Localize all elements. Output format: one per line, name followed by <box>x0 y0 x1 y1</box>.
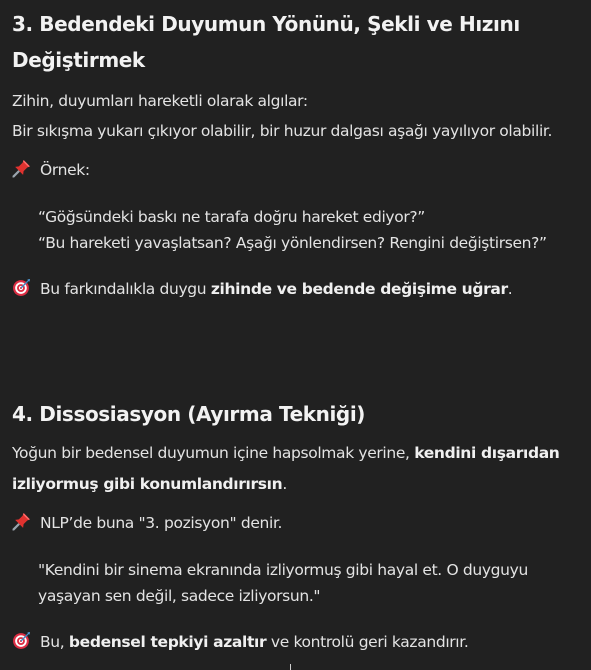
pushpin-icon <box>12 159 33 178</box>
section-3-result <box>12 278 512 300</box>
section-3-quote-2: “Bu hareketi yavaşlatsan? Aşağı yönlendirsen? Rengini değiştirsen?” <box>38 234 547 252</box>
section-3-result-suffix: . <box>507 280 513 298</box>
section-4-result-prefix: Bu, <box>40 633 69 651</box>
direct-hit-icon <box>12 278 33 297</box>
section-3-intro-line2: Bir sıkışma yukarı çıkıyor olabilir, bir huzur dalgası aşağı yayılıyor olabilir. <box>12 122 553 140</box>
section-4-body-bold-1: kendini dışarıdan <box>414 444 560 462</box>
section-4-note <box>12 512 282 534</box>
section-4-body-line1 <box>12 442 559 464</box>
section-3-result-prefix: Bu farkındalıkla duygu <box>40 280 211 298</box>
direct-hit-icon <box>12 631 33 650</box>
section-4-quote-line1: "Kendini bir sinema ekranında izliyormuş gibi hayal et. O duyguyu <box>38 561 528 579</box>
section-4-result-bold: bedensel tepkiyi azaltır <box>68 633 267 651</box>
section-4-result <box>12 631 468 653</box>
section-4-body-line2 <box>12 473 287 495</box>
section-3-example <box>12 159 90 181</box>
example-label: Örnek: <box>40 161 90 179</box>
section-4-body-prefix: Yoğun bir bedensel duyumun içine hapsolmak yerine, <box>12 444 415 462</box>
text-cursor <box>290 664 291 670</box>
section-3-quote-1: “Göğsündeki baskı ne tarafa doğru hareket ediyor?” <box>38 208 425 226</box>
section-3-heading-line1: 3. Bedendeki Duyumun Yönünü, Şekli ve Hızını <box>12 12 520 36</box>
section-3-heading-line2: Değiştirmek <box>12 48 145 72</box>
section-4-note-text: NLP’de buna "3. pozisyon" denir. <box>40 514 283 532</box>
pushpin-icon <box>12 512 33 531</box>
section-4-body-suffix: . <box>282 475 287 493</box>
section-3-intro-line1: Zihin, duyumları hareketli olarak algılar: <box>12 92 308 110</box>
section-4-quote-line2: yaşayan sen değil, sadece izliyorsun." <box>38 587 321 605</box>
section-4-result-suffix: ve kontrolü geri kazandırır. <box>266 633 469 651</box>
section-3-result-bold: zihinde ve bedende değişime uğrar <box>210 280 508 298</box>
section-4-heading: 4. Dissosiasyon (Ayırma Tekniği) <box>12 402 366 426</box>
section-4-body-bold-2: izliyormuş gibi konumlandırırsın <box>12 475 283 493</box>
section-3-heading <box>12 6 520 78</box>
